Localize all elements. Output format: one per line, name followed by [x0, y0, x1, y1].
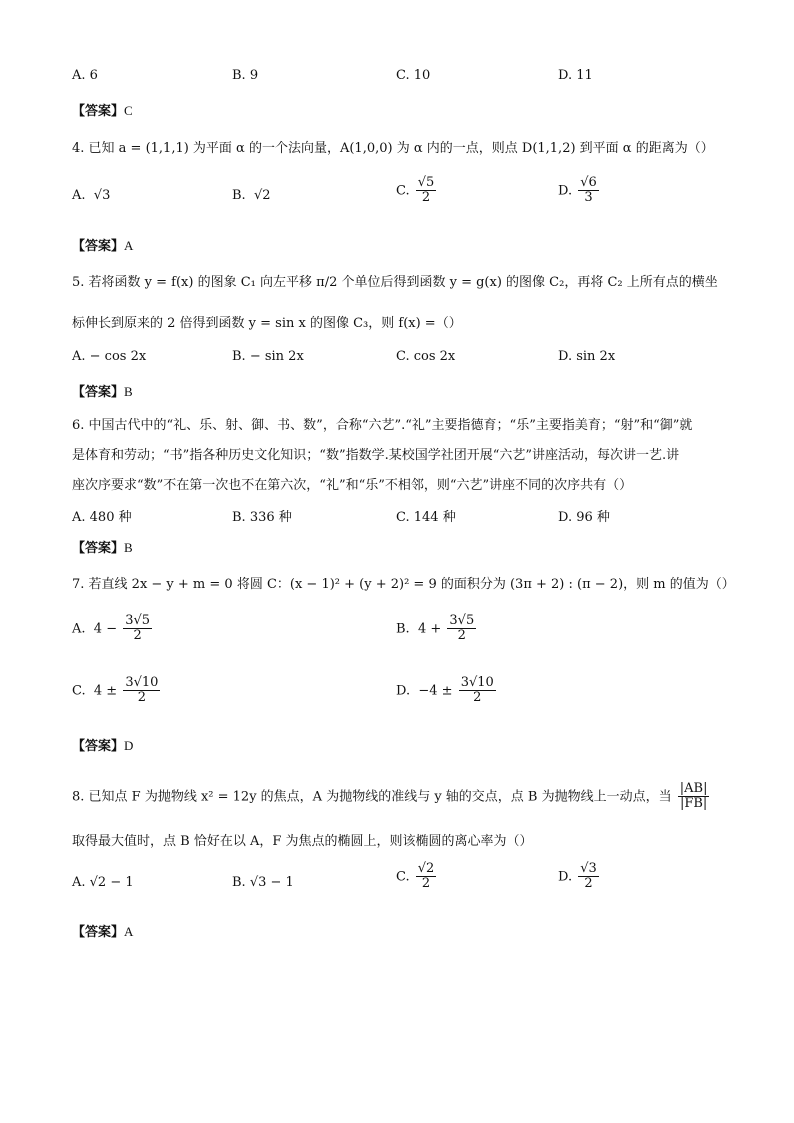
q8-stem-line1 — [72, 782, 711, 812]
fraction-denominator: 2 — [421, 876, 431, 892]
fraction-numerator: 3√10 — [125, 675, 159, 690]
q7-option-a — [72, 614, 154, 644]
answer-label: 【答案】 — [72, 104, 125, 119]
option-prefix: 4 − — [93, 621, 118, 637]
fraction-numerator: |AB| — [679, 781, 708, 796]
q7-option-c — [72, 676, 162, 706]
fraction — [678, 782, 710, 812]
q5-option-c: C. cos 2x — [396, 349, 456, 364]
q4-answer — [72, 235, 133, 254]
fraction — [123, 614, 152, 644]
option-label: C. — [396, 869, 410, 885]
answer-label: 【答案】 — [72, 541, 125, 556]
q6-stem-line1: 6. 中国古代中的“礼、乐、射、御、书、数”，合称“六艺”.“礼”主要指德育；“乐”主要指美育；“射”和“御”就 — [72, 418, 693, 433]
answer-label: 【答案】 — [72, 239, 125, 254]
q6-stem-line2: 是体育和劳动；“书”指各种历史文化知识；“数”指数学.某校国学社团开展“六艺”讲座活动，每次讲一艺.讲 — [72, 448, 680, 463]
fraction-denominator: 2 — [137, 690, 147, 706]
option-label: C. — [72, 683, 86, 699]
q6-option-a: A. 480 种 — [72, 510, 132, 525]
option-label: A. — [72, 621, 86, 637]
q3-option-d: D. 11 — [558, 68, 593, 83]
fraction-numerator: √5 — [417, 175, 435, 190]
fraction-numerator: 3√5 — [449, 613, 475, 628]
q7-option-b — [396, 614, 478, 644]
fraction-denominator: |FB| — [679, 796, 708, 812]
q3-option-c: C. 10 — [396, 68, 431, 83]
q8-option-d — [558, 862, 601, 892]
answer-label: 【答案】 — [72, 739, 125, 754]
q6-option-d: D. 96 种 — [558, 510, 610, 525]
answer-label: 【答案】 — [72, 385, 125, 400]
fraction — [123, 676, 160, 706]
fraction — [459, 676, 496, 706]
option-label: A. — [72, 188, 86, 203]
q6-option-b: B. 336 种 — [232, 510, 292, 525]
q7-option-d — [396, 676, 498, 706]
option-prefix: 4 ± — [93, 683, 118, 699]
q8-option-a: A. √2 − 1 — [72, 875, 134, 890]
fraction-denominator: 3 — [584, 190, 593, 206]
fraction — [578, 862, 599, 892]
q6-stem-line3: 座次序要求“数”不在第一次也不在第六次，“礼”和“乐”不相邻，则“六艺”讲座不同的次序共有（） — [72, 478, 633, 493]
option-label: D. — [558, 869, 573, 885]
fraction-numerator: 3√5 — [125, 613, 151, 628]
q3-answer — [72, 100, 133, 119]
q6-answer — [72, 537, 133, 556]
answer-value: A — [124, 238, 134, 253]
fraction-denominator: 2 — [133, 628, 142, 644]
q3-option-b: B. 9 — [232, 68, 259, 83]
q8-option-c — [396, 862, 438, 892]
q3-option-a: A. 6 — [72, 68, 98, 83]
option-value: √3 — [93, 188, 111, 203]
answer-value: D — [124, 738, 134, 753]
fraction — [578, 176, 599, 206]
fraction-denominator: 2 — [457, 628, 466, 644]
answer-value: C — [124, 103, 133, 118]
answer-value: B — [124, 540, 133, 555]
q4-option-c — [396, 176, 438, 206]
fraction-denominator: 2 — [473, 690, 482, 706]
q8-option-b: B. √3 − 1 — [232, 875, 294, 890]
option-prefix: 4 + — [417, 621, 442, 637]
answer-value: A — [124, 924, 134, 939]
q5-stem-line2: 标伸长到原来的 2 倍得到函数 y = sin x 的图像 C₃，则 f(x) =（） — [72, 316, 462, 331]
q7-answer — [72, 735, 133, 754]
option-label: B. — [396, 621, 410, 637]
q4-option-d — [558, 176, 601, 206]
fraction — [416, 176, 437, 206]
q4-stem: 4. 已知 a = (1,1,1) 为平面 α 的一个法向量，A(1,0,0) 为 α 内的一点，则点 D(1,1,2) 到平面 α 的距离为（） — [72, 141, 714, 156]
q4-option-b — [232, 188, 271, 203]
q5-answer — [72, 381, 133, 400]
fraction — [416, 862, 437, 892]
answer-label: 【答案】 — [72, 925, 125, 940]
option-label: D. — [558, 183, 573, 199]
fraction-denominator: 2 — [584, 876, 593, 892]
fraction-numerator: √2 — [417, 861, 435, 876]
q5-option-b: B. − sin 2x — [232, 349, 304, 364]
q8-stem-text: 8. 已知点 F 为抛物线 x² = 12y 的焦点，A 为抛物线的准线与 y 轴的交点，点 B 为抛物线上一动点，当 — [72, 789, 672, 805]
q4-option-a — [72, 188, 110, 203]
option-label: D. — [396, 683, 411, 699]
q7-stem: 7. 若直线 2x − y + m = 0 将圆 C：(x − 1)² + (y + 2)² = 9 的面积分为 (3π + 2) : (π − 2)，则 m 的值为（） — [72, 577, 735, 592]
q8-answer — [72, 921, 133, 940]
q5-option-a: A. − cos 2x — [72, 349, 147, 364]
option-label: C. — [396, 183, 410, 199]
option-prefix: −4 ± — [418, 683, 453, 699]
q5-option-d: D. sin 2x — [558, 349, 616, 364]
answer-value: B — [124, 384, 133, 399]
fraction-numerator: √6 — [580, 175, 597, 190]
q8-stem-line2: 取得最大值时，点 B 恰好在以 A，F 为焦点的椭圆上，则该椭圆的离心率为（） — [72, 834, 533, 849]
fraction — [447, 614, 476, 644]
fraction-numerator: 3√10 — [460, 675, 494, 690]
option-value: √2 — [253, 188, 271, 203]
fraction-numerator: √3 — [580, 861, 597, 876]
q6-option-c: C. 144 种 — [396, 510, 456, 525]
option-label: B. — [232, 188, 246, 203]
q5-stem-line1: 5. 若将函数 y = f(x) 的图象 C₁ 向左平移 π/2 个单位后得到函数 y = g(x) 的图像 C₂，再将 C₂ 上所有点的横坐 — [72, 275, 718, 290]
fraction-denominator: 2 — [421, 190, 431, 206]
